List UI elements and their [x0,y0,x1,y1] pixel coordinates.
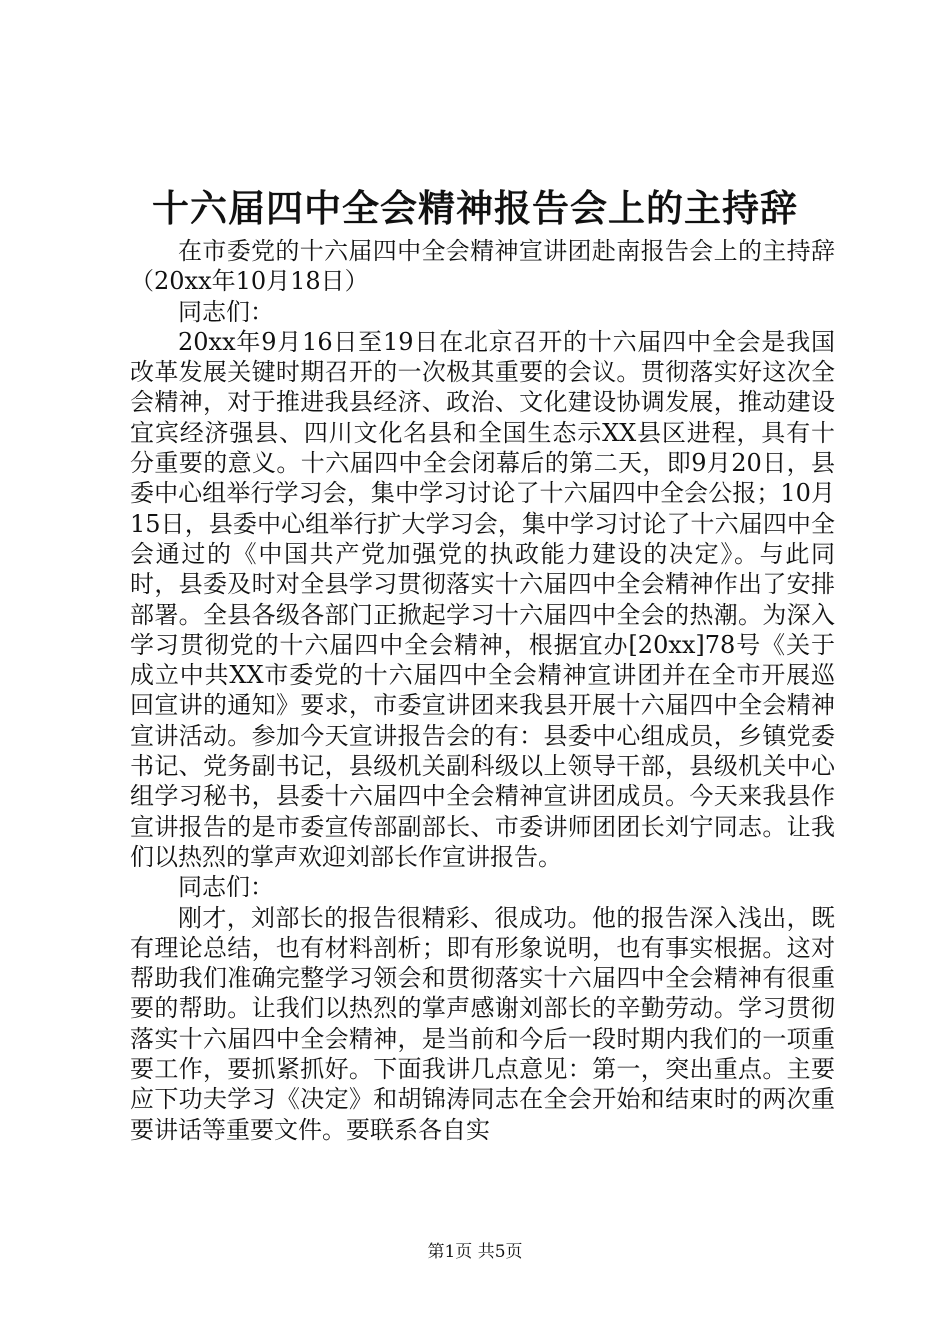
document-body [130,236,835,1145]
document-title: 十六届四中全会精神报告会上的主持辞 [152,186,798,230]
paragraph-salutation-2: 同志们： [178,873,274,902]
paragraph-closing: 刚才，刘部长的报告很精彩、很成功。他的报告深入浅出，既有理论总结，也有材料剖析；即有形象说明，也有事实根据。这对帮助我们准确完整学习领会和贯彻落实十六届四中全会精神有很重要的帮助。让我们以热烈的掌声感谢刘部长的辛勤劳动。学习贯彻落实十六届四中全会精神，是当前和今后一段时期内我们的一项重要工作，要抓紧抓好。下面我讲几点意见：第一，突出重点。主要应下功夫学习《决定》和胡锦涛同志在全会开始和结束时的两次重要讲话等重要文件。要联系各自实 [130,903,835,1144]
paragraph-salutation: 同志们： [178,297,274,326]
paragraph-main: 20xx年9月16日至19日在北京召开的十六届四中全会是我国改革发展关键时期召开的一次极其重要的会议。贯彻落实好这次全会精神，对于推进我县经济、政治、文化建设协调发展，推动建设宜宾经济强县、四川文化名县和全国生态示XX县区进程，具有十分重要的意义。十六届四中全会闭幕后的第二天，即9月20日，县委中心组举行学习会，集中学习讨论了十六届四中全会公报；10月15日，县委中心组举行扩大学习会，集中学习讨论了十六届四中全会通过的《中国共产党加强党的执政能力建设的决定》。与此同时，县委及时对全县学习贯彻落实十六届四中全会精神作出了安排部署。全县各级各部门正掀起学习十六届四中全会的热潮。为深入学习贯彻党的十六届四中全会精神，根据宜办[20xx]78号《关于成立中共XX市委党的十六届四中全会精神宣讲团并在全市开展巡回宣讲的通知》要求，市委宣讲团来我县开展十六届四中全会精神宣讲活动。参加今天宣讲报告会的有：县委中心组成员，乡镇党委书记、党务副书记，县级机关副科级以上领导干部，县级机关中心组学习秘书，县委十六届四中全会精神宣讲团成员。今天来我县作宣讲报告的是市委宣传部副部长、市委讲师团团长刘宁同志。让我们以热烈的掌声欢迎刘部长作宣讲报告。 [130,327,835,871]
page-number-footer: 第1页 共5页 [427,1242,523,1262]
paragraph-intro: 在市委党的十六届四中全会精神宣讲团赴南报告会上的主持辞（20xx年10月18日） [130,237,835,296]
